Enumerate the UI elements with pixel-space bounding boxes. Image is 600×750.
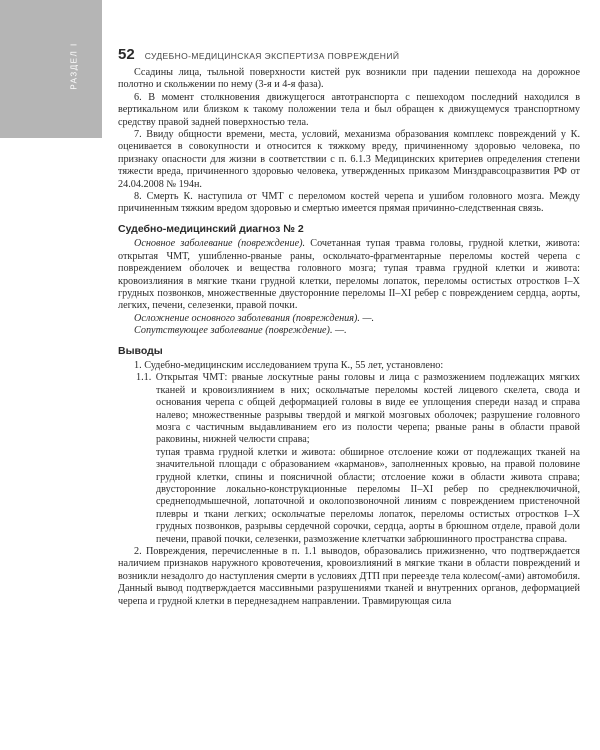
diagnosis-main-label: Основное заболевание (повреждение). bbox=[134, 238, 306, 250]
diagnosis-concomitant: Сопутствующее заболевание (повреждение). —. bbox=[134, 325, 347, 337]
heading-conclusions: Выводы bbox=[118, 344, 163, 357]
conclusion-2: 2. Повреждения, перечисленные в п. 1.1 выводов, образовались прижизненно, что подтверждается наличием признаков наружного кровотечения, кровоизлияний в мягкие ткани в области повреждений и возникли незадолго до наступления смерти в условиях ДТП при переезде тела колесом(-ами) автомобиля. Данный вывод подтверждается массивными разрушениями тканей и внутренних органов, деформацией черепа и грудной клетки в переднезаднем направлении. Травмирующая сила bbox=[118, 546, 580, 607]
page-header bbox=[118, 46, 399, 63]
conclusion-1: 1. Судебно-медицинским исследованием трупа К., 55 лет, установлено: bbox=[134, 359, 444, 371]
page-number: 52 bbox=[118, 46, 135, 63]
section-side-tab bbox=[0, 0, 102, 138]
diagnosis-complication: Осложнение основного заболевания (повреждения). —. bbox=[134, 312, 375, 324]
running-title: СУДЕБНО-МЕДИЦИНСКАЯ ЭКСПЕРТИЗА ПОВРЕЖДЕНИЙ bbox=[144, 51, 400, 61]
paragraph-8: 8. Смерть К. наступила от ЧМТ с переломом костей черепа и ушибом головного мозга. Между причиненным тяжким вредом здоровью и смертью имеется прямая причинно-следственная связь. bbox=[118, 191, 580, 215]
paragraph-abrasions: Ссадины лица, тыльной поверхности кистей рук возникли при падении пешехода на дорожное полотно и скольжении по нему (3-я и 4-я фаза). bbox=[118, 67, 580, 91]
conclusion-1-1: 1.1. Открытая ЧМТ: рваные лоскутные раны головы и лица с размозжением подлежащих мягких тканей и кровоизлиянием в них; оскольчатые переломы костей лицевого скелета, свода и основания черепа с общей деформацией головы в виде ее уплощения спереди назад и справа налево; множественные разрывы твердой и мягкой мозговых оболочек; разрушение головного мозга с частичным выдавливанием его из полости черепа; рваные раны в области правой раковины, нижней челюсти справа; bbox=[136, 372, 580, 446]
diagnosis-main-text: Сочетанная тупая травма головы, грудной клетки, живота: открытая ЧМТ, ушибленно-рваные раны, оскольчато-фрагментарные переломы костей черепа с повреждением оболочек и вещества головного мозга; тупая травма грудной клетки и живота: кровоизлияния в мягкие ткани грудной клетки, переломы лопаток, переломы остистых отростков I–X грудных позвонков, множественные двусторонние переломы II–XI ребер с повреждением сердца, аорты, легких, печени, селезенки, правой почки. bbox=[118, 238, 580, 312]
paragraph-6: 6. В момент столкновения движущегося автотранспорта с пешеходом последний находился в вертикальном или близком к такому положении тела и был обращен к движущемуся транспортному средству правой задней поверхностью тела. bbox=[118, 91, 580, 128]
diagnosis-main bbox=[118, 238, 580, 312]
heading-diagnosis: Судебно-медицинский диагноз № 2 bbox=[118, 222, 304, 235]
page-content bbox=[118, 67, 580, 608]
paragraph-7: 7. Ввиду общности времени, места, условий, механизма образования комплекс повреждений у К. оценивается в совокупности и относится к тяжкому вреду, причиненному здоровью человека, по признаку опасности для жизни в соответствии с п. 6.1.3 Медицинских критериев определения степени тяжести вреда, причиненного здоровью человека, утвержденных приказом Минздравсоцразвития РФ от 24.04.2008 № 194н. bbox=[118, 129, 580, 190]
conclusion-1-1-continued: тупая травма грудной клетки и живота: обширное отслоение кожи от подлежащих тканей на значительной площади с образованием «карманов», заполненных кровью, на правой половине грудной клетки, спины и поясничной области; отслоение кожи в области живота справа; двусторонние локально-конструкционные переломы II–XI ребер по среднеключичной, среднеподмышечной, лопаточной и околопозвоночной линиям с повреждением пристеночной плевры и ткани легких; оскольчатые переломы лопаток, переломы остистых отростков I–X грудных позвонков, разрывы сердечной сорочки, сердца, аорты в брюшном отделе, правой доли печени, правой почки, селезенки, размозжение клетчатки забрюшинного пространства справа. bbox=[156, 446, 580, 545]
section-label: РАЗДЕЛ I bbox=[69, 42, 79, 90]
